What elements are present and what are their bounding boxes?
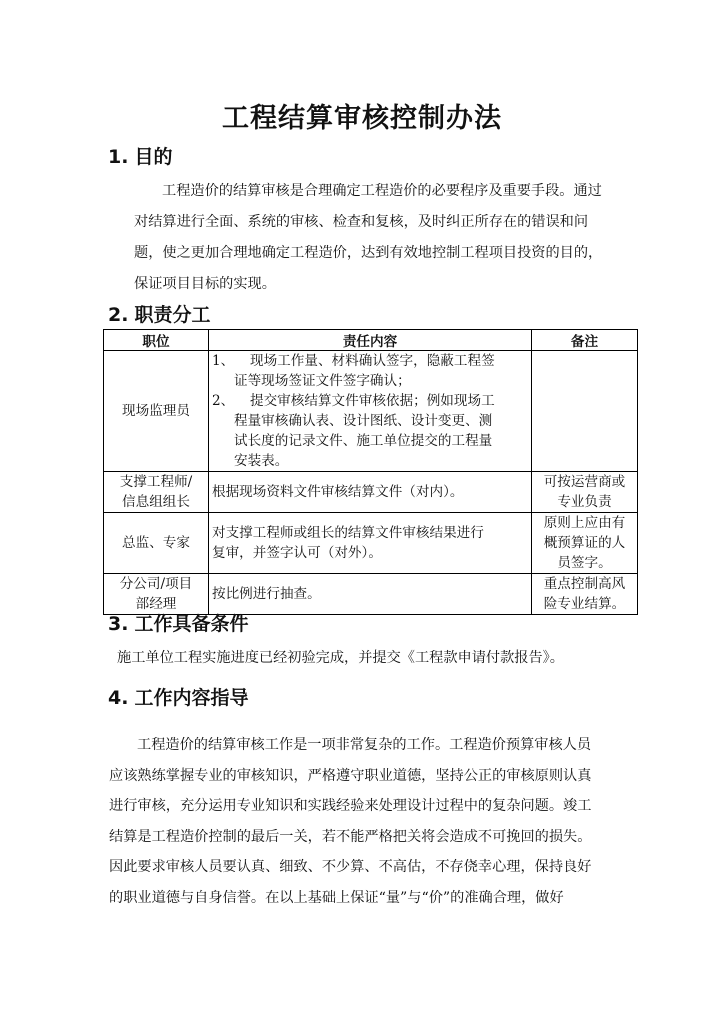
guidance-paragraph: [109, 730, 629, 913]
responsibility-item: [212, 391, 528, 411]
item-text: 程量审核确认表、设计图纸、设计变更、测: [234, 413, 493, 429]
cell-line: 对支撑工程师或组长的结算文件审核结果进行: [212, 525, 484, 541]
position-cell: 现场监理员: [104, 351, 209, 472]
cell-line: 部经理: [135, 596, 177, 612]
responsibility-cell: [209, 513, 532, 574]
cell-line: 根据现场资料文件审核结算文件（对内）。: [212, 484, 464, 500]
paragraph-line: 结算是工程造价控制的最后一关，若不能严格把关将会造成不可挽回的损失。: [109, 828, 592, 845]
paragraph-line: 保证项目目标的实现。: [134, 276, 276, 292]
item-index: 2、: [212, 393, 235, 409]
item-index: 1、: [212, 353, 235, 369]
table-row: [104, 351, 638, 472]
paragraph-line: 工程造价的结算审核工作是一项非常复杂的工作。工程造价预算审核人员: [137, 737, 592, 753]
section-title: 目的: [134, 146, 173, 168]
item-text: 试长度的记录文件、施工单位提交的工程量: [234, 433, 493, 449]
section-heading-guidance: [108, 683, 248, 710]
cell-line: 险专业结算。: [543, 596, 626, 612]
section-heading-purpose: [108, 142, 172, 169]
paragraph-line: 对结算进行全面、系统的审核、检查和复核，及时纠正所存在的错误和问: [134, 214, 589, 230]
section-title: 职责分工: [134, 304, 211, 326]
cell-line: 可按运营商或: [543, 474, 626, 490]
responsibility-item: [212, 351, 528, 371]
cell-line: 重点控制高风: [543, 576, 626, 592]
section-title: 工作内容指导: [134, 687, 249, 709]
section-title: 工作具备条件: [134, 613, 249, 635]
cell-line: 原则上应由有: [543, 515, 626, 531]
cell-line: 支撑工程师/: [119, 474, 193, 490]
responsibility-cell: [209, 574, 532, 615]
paragraph-line: 进行审核，充分运用专业知识和实践经验来处理设计过程中的复杂问题。竣工: [109, 798, 592, 814]
table-row: [104, 472, 638, 513]
cell-line: 专业负责: [557, 494, 612, 510]
position-cell: [104, 472, 209, 513]
cell-line: 按比例进行抽查。: [212, 586, 321, 602]
paragraph-line: 因此要求审核人员要认真、细致、不少算、不高估，不存侥幸心理，保持良好: [109, 859, 592, 875]
column-header: 职位: [104, 330, 209, 351]
cell-line: 复审，并签字认可（对外）。: [212, 545, 382, 561]
note-cell: [532, 574, 638, 615]
paragraph-line: 题，使之更加合理地确定工程造价，达到有效地控制工程项目投资的目的，: [134, 245, 603, 261]
paragraph-line: 的职业道德与自身信誉。在以上基础上保证“量”与“价”的准确合理，做好: [109, 889, 564, 906]
table-row: [104, 513, 638, 574]
page-title: 工程结算审核控制办法: [222, 103, 502, 134]
section-number: 4.: [108, 687, 129, 709]
cell-line: 员签字。: [557, 555, 612, 571]
item-text: 证等现场签证文件签字确认；: [234, 373, 411, 389]
cell-line: 信息组组长: [122, 494, 190, 510]
section-number: 1.: [108, 146, 129, 168]
duty-table: [103, 329, 638, 615]
column-header: 备注: [532, 330, 638, 351]
item-text: 安装表。: [234, 453, 289, 469]
paragraph-line: 工程造价的结算审核是合理确定工程造价的必要程序及重要手段。通过: [162, 183, 602, 199]
purpose-paragraph: [134, 176, 624, 300]
note-cell: [532, 472, 638, 513]
responsibility-cell: [209, 472, 532, 513]
conditions-paragraph: [117, 643, 637, 674]
cell-line: 概预算证的人: [543, 535, 626, 551]
cell-line: 分公司/项目: [119, 576, 193, 592]
section-heading-conditions: [108, 609, 248, 636]
note-cell: [532, 513, 638, 574]
position-cell: 总监、专家: [104, 513, 209, 574]
note-cell: [532, 351, 638, 472]
paragraph-line: 施工单位工程实施进度已经初验完成，并提交《工程款申请付款报告》。: [117, 650, 564, 666]
item-text: 提交审核结算文件审核依据；例如现场工: [250, 393, 495, 409]
section-number: 3.: [108, 613, 129, 635]
section-heading-duties: [108, 300, 210, 327]
responsibility-cell: [209, 351, 532, 472]
paragraph-line: 应该熟练掌握专业的审核知识，严格遵守职业道德，坚持公正的审核原则认真: [109, 767, 592, 784]
item-text: 现场工作量、材料确认签字，隐蔽工程签: [250, 353, 495, 369]
section-number: 2.: [108, 304, 129, 326]
table-header-row: [104, 330, 638, 351]
column-header: 责任内容: [209, 330, 532, 351]
